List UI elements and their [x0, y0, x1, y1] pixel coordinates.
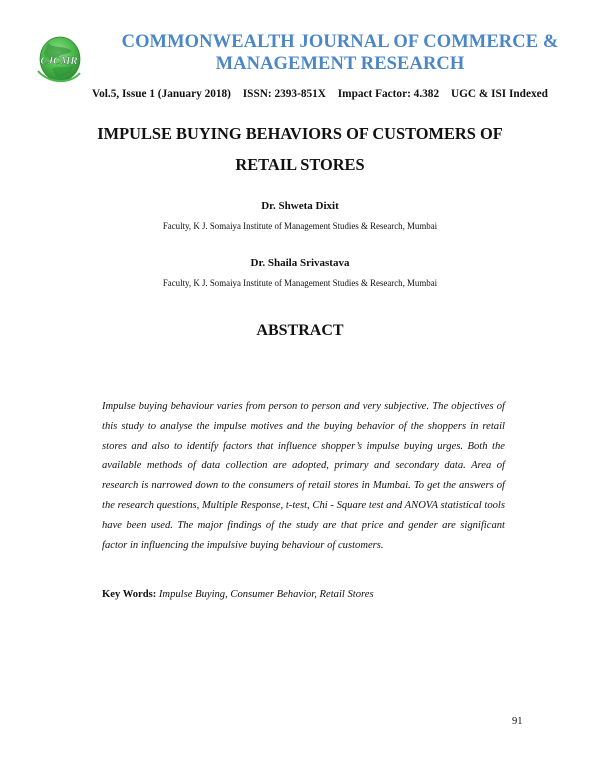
keywords-label: Key Words: — [102, 589, 159, 600]
abstract-heading: ABSTRACT — [256, 322, 344, 339]
issue-info-line — [92, 87, 572, 101]
journal-title-line-1: COMMONWEALTH JOURNAL OF COMMERCE & — [121, 32, 559, 52]
author-affiliation: Faculty, K J. Somaiya Institute of Management Studies & Research, Mumbai — [162, 221, 438, 231]
journal-logo — [34, 33, 84, 89]
abstract-text: Impulse buying behaviour varies from person to person and very subjective. The objectives of this study to analyse the impulse motives and the buying behavior of the shoppers in retail stores and also to identify factors that influence shopper’s impulse buying urges. Both the available methods of data collection are adopted, primary and secondary data. Area of research is narrowed down to the consumers of retail stores in Mumbai. To get the answers of the research questions, Multiple Response, t-test, Chi - Square test and ANOVA statistical tools have been used. The major findings of the study are that price and gender are significant factor in influencing the impulsive buying behaviour of customers. — [102, 401, 505, 551]
indexing: UGC & ISI Indexed — [450, 88, 548, 100]
paper-title-line-2: RETAIL STORES — [235, 155, 365, 174]
impact-factor: Impact Factor: 4.382 — [337, 88, 440, 100]
volume-issue: Vol.5, Issue 1 (January 2018) — [92, 88, 231, 100]
paper-title-line-1: IMPULSE BUYING BEHAVIORS OF CUSTOMERS OF — [97, 124, 503, 143]
page-number: 91 — [512, 716, 523, 727]
author-name: Dr. Shweta Dixit — [261, 200, 339, 212]
logo-text: CJCMR — [40, 55, 78, 67]
author-name: Dr. Shaila Srivastava — [250, 257, 350, 269]
globe-logo-icon — [34, 33, 84, 89]
author-affiliation: Faculty, K J. Somaiya Institute of Management Studies & Research, Mumbai — [162, 278, 438, 288]
issn: ISSN: 2393-851X — [242, 88, 326, 100]
keywords-line — [102, 588, 505, 602]
journal-title — [100, 31, 580, 75]
journal-title-line-2: MANAGEMENT RESEARCH — [215, 54, 465, 74]
paper-title — [60, 118, 540, 180]
keywords-values: Impulse Buying, Consumer Behavior, Retail Stores — [158, 589, 374, 600]
